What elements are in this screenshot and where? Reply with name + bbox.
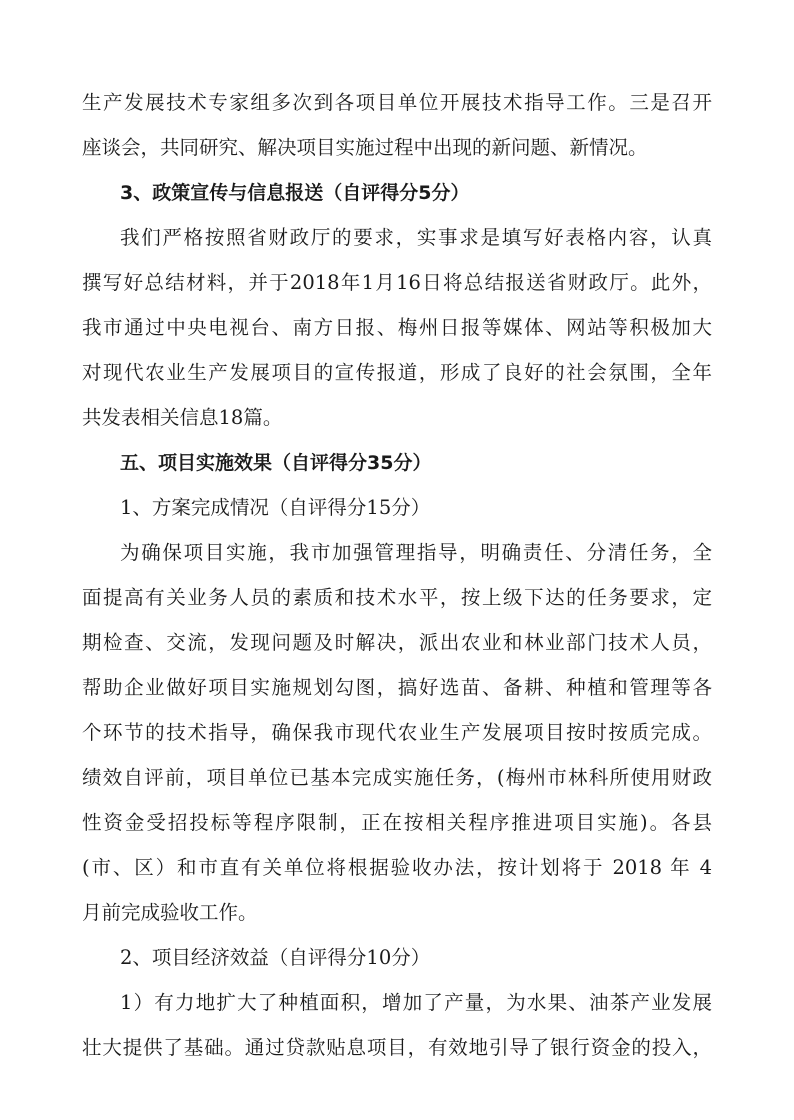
- body-text-line: 性资金受招投标等程序限制，正在按相关程序推进项目实施)。各县: [82, 811, 712, 834]
- subsection-heading-1: 1、方案完成情况（自评得分15分）: [120, 496, 431, 519]
- section-heading-5: 五、项目实施效果（自评得分35分）: [120, 452, 432, 474]
- body-text-line: 个环节的技术指导，确保我市现代农业生产发展项目按时按质完成。: [82, 721, 712, 744]
- body-text-line: 壮大提供了基础。通过贷款贴息项目，有效地引导了银行资金的投入，: [82, 1036, 712, 1059]
- body-text-line: 1）有力地扩大了种植面积，增加了产量，为水果、油茶产业发展: [120, 991, 712, 1014]
- body-text-line: 对现代农业生产发展项目的宣传报道，形成了良好的社会氛围，全年: [82, 361, 712, 384]
- body-text-line: 我市通过中央电视台、南方日报、梅州日报等媒体、网站等积极加大: [82, 316, 712, 339]
- body-text-line: 绩效自评前，项目单位已基本完成实施任务，(梅州市林科所使用财政: [82, 766, 712, 789]
- body-text-line: 我们严格按照省财政厅的要求，实事求是填写好表格内容，认真: [120, 226, 712, 249]
- body-text-line: (市、区）和市直有关单位将根据验收办法，按计划将于 2018 年 4: [82, 856, 712, 879]
- body-text-line: 面提高有关业务人员的素质和技术水平，按上级下达的任务要求，定: [82, 586, 712, 609]
- body-text-line: 月前完成验收工作。: [82, 901, 258, 924]
- section-heading-3: 3、政策宣传与信息报送（自评得分5分）: [120, 182, 470, 204]
- body-text-line: 期检查、交流，发现问题及时解决，派出农业和林业部门技术人员，: [82, 631, 712, 654]
- body-text-line: 生产发展技术专家组多次到各项目单位开展技术指导工作。三是召开: [82, 91, 712, 114]
- body-text-line: 帮助企业做好项目实施规划勾图，搞好选苗、备耕、种植和管理等各: [82, 676, 712, 699]
- body-text-line: 共发表相关信息18篇。: [82, 406, 283, 429]
- body-text-line: 座谈会，共同研究、解决项目实施过程中出现的新问题、新情况。: [82, 136, 648, 159]
- subsection-heading-2: 2、项目经济效益（自评得分10分）: [120, 946, 431, 969]
- body-text-line: 撰写好总结材料，并于2018年1月16日将总结报送省财政厅。此外，: [82, 271, 712, 294]
- body-text-line: 为确保项目实施，我市加强管理指导，明确责任、分清任务，全: [120, 541, 712, 564]
